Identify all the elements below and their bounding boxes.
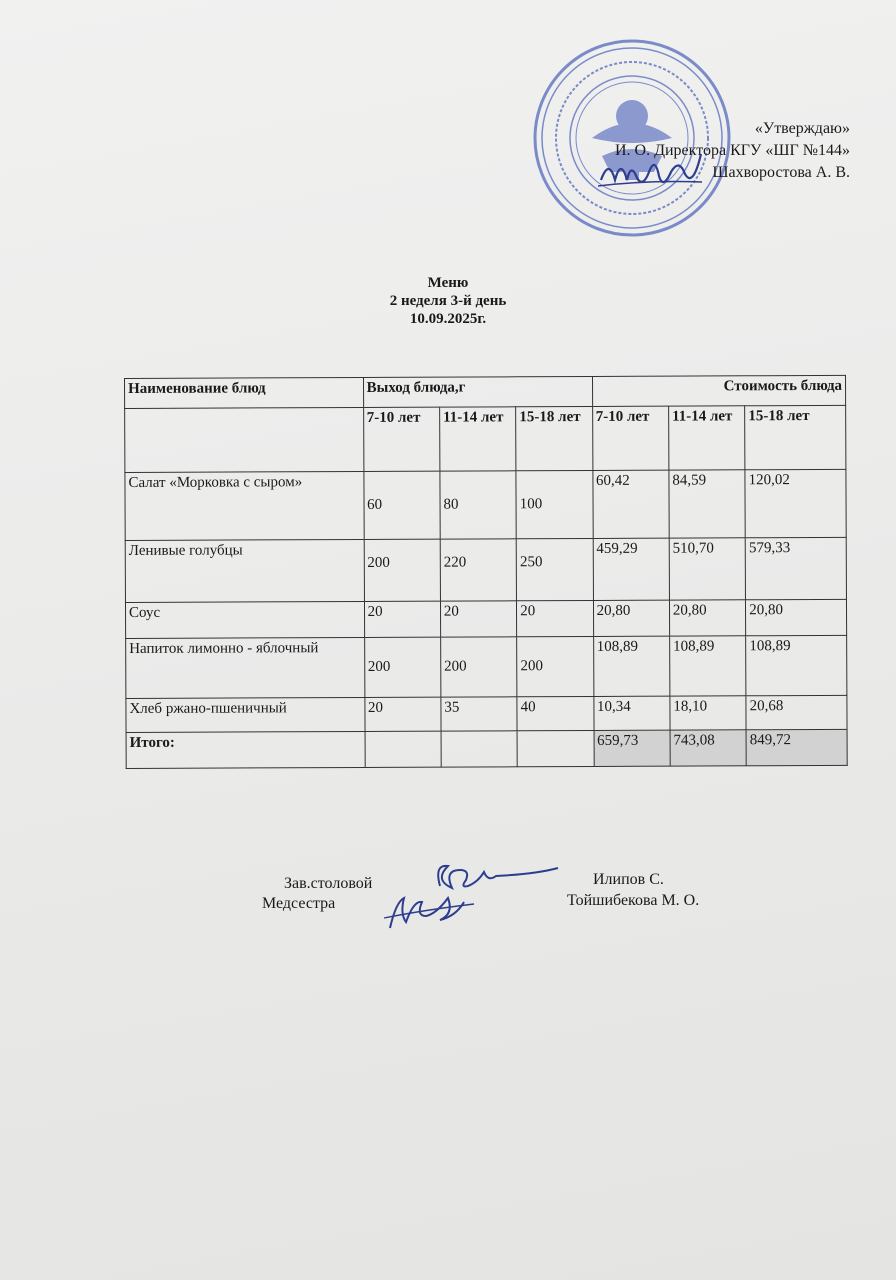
weight-cell: 80	[440, 471, 517, 539]
title-week-day: 2 неделя 3-й день	[389, 293, 507, 309]
cost-cell: 120,02	[745, 469, 846, 537]
nurse-role: Медсестра	[262, 895, 336, 912]
table-row	[126, 695, 847, 732]
weight-cell: 20	[364, 697, 440, 731]
cost-cell: 20,80	[669, 600, 745, 636]
title-date: 10.09.2025г.	[409, 311, 487, 327]
weight-cell: 200	[364, 637, 441, 697]
age-output-1: 11-14 лет	[440, 407, 517, 471]
table-header-row	[125, 375, 846, 408]
weight-cell: 35	[441, 697, 517, 731]
weight-cell: 200	[364, 539, 441, 601]
total-cost-cell: 659,73	[594, 730, 670, 766]
weight-cell: 200	[441, 637, 518, 697]
weight-cell: 40	[517, 696, 593, 730]
dish-name: Соус	[125, 601, 364, 638]
table-row	[125, 537, 846, 602]
total-cost-cell: 849,72	[746, 729, 847, 765]
total-label: Итого:	[126, 731, 365, 768]
cost-cell: 20,68	[746, 695, 847, 729]
dish-name: Салат «Морковка с сыром»	[125, 471, 364, 540]
total-empty	[517, 730, 593, 766]
table-age-row	[125, 405, 846, 472]
cost-cell: 108,89	[746, 635, 847, 695]
total-empty	[441, 731, 517, 767]
weight-cell: 20	[440, 601, 516, 637]
menu-table	[124, 375, 848, 769]
title-menu: Меню	[427, 275, 469, 291]
header-empty	[125, 407, 364, 472]
age-cost-0: 7-10 лет	[592, 406, 669, 470]
weight-cell: 200	[517, 636, 594, 696]
header-dish-name: Наименование блюд	[125, 377, 364, 408]
cost-cell: 18,10	[670, 696, 746, 730]
weight-cell: 250	[516, 538, 593, 600]
cost-cell: 60,42	[592, 470, 669, 538]
canteen-name: Илипов С.	[593, 871, 664, 888]
table-row	[125, 599, 846, 638]
weight-cell: 220	[440, 539, 517, 601]
dish-name: Ленивые голубцы	[125, 539, 364, 602]
cost-cell: 108,89	[670, 636, 747, 696]
table-total-row	[126, 729, 847, 768]
age-cost-2: 15-18 лет	[745, 405, 846, 469]
table-row	[126, 635, 847, 698]
nurse-name: Тойшибекова М. О.	[567, 892, 700, 909]
weight-cell: 100	[516, 470, 593, 538]
cost-cell: 84,59	[669, 470, 746, 538]
approval-director-name: Шахворостова А. В.	[712, 164, 850, 181]
menu-title	[0, 274, 896, 328]
cost-cell: 579,33	[745, 537, 846, 599]
age-cost-1: 11-14 лет	[669, 406, 746, 470]
header-cost: Стоимость блюда	[592, 375, 846, 406]
dish-name: Напиток лимонно - яблочный	[126, 637, 365, 698]
age-output-2: 15-18 лет	[516, 406, 593, 470]
weight-cell: 20	[364, 601, 440, 637]
cost-cell: 108,89	[593, 636, 670, 696]
table-row	[125, 469, 846, 540]
cost-cell: 20,80	[593, 600, 669, 636]
canteen-role: Зав.столовой	[284, 875, 373, 892]
age-output-0: 7-10 лет	[363, 407, 440, 471]
cost-cell: 20,80	[746, 599, 847, 635]
total-empty	[365, 731, 441, 767]
approval-position: И. О. Директора КГУ «ШГ №144»	[614, 142, 850, 159]
cost-cell: 10,34	[593, 696, 669, 730]
weight-cell: 20	[517, 600, 593, 636]
total-cost-cell: 743,08	[670, 730, 746, 766]
dish-name: Хлеб ржано-пшеничный	[126, 697, 365, 732]
header-output: Выход блюда,г	[363, 376, 592, 407]
staff-signatures	[380, 856, 560, 936]
approval-heading: «Утверждаю»	[754, 120, 850, 137]
cost-cell: 510,70	[669, 538, 746, 600]
weight-cell: 60	[363, 471, 440, 539]
cost-cell: 459,29	[593, 538, 670, 600]
director-signature	[596, 150, 706, 196]
